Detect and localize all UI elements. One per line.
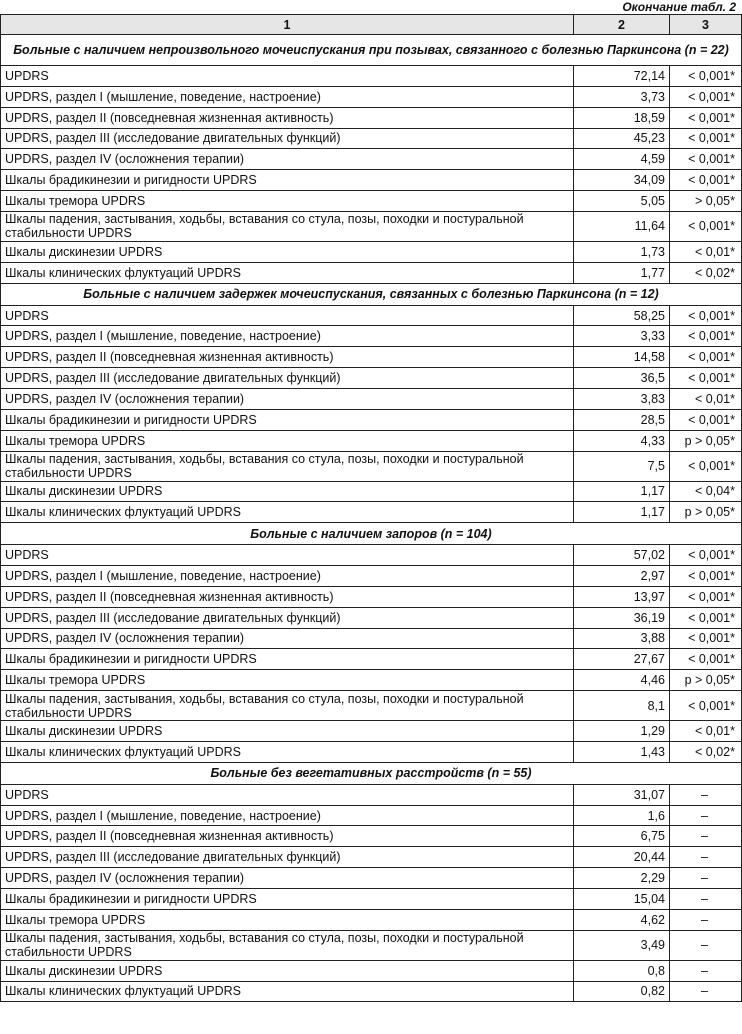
p-value-cell: < 0,001* <box>670 211 742 241</box>
scale-name-cell: Шкалы падения, застывания, ходьбы, вставания со стула, позы, походки и постуральной стабильности UPDRS <box>1 451 574 481</box>
table-row <box>1 545 742 566</box>
p-value-cell: < 0,001* <box>670 107 742 128</box>
column-header-2: 2 <box>574 15 670 35</box>
p-value-cell: – <box>670 930 742 960</box>
p-value-cell: < 0,001* <box>670 451 742 481</box>
scale-name-cell: UPDRS, раздел II (повседневная жизненная активность) <box>1 107 574 128</box>
value-cell: 1,73 <box>574 241 670 262</box>
p-value-cell: < 0,001* <box>670 368 742 389</box>
p-value-cell: > 0,05* <box>670 191 742 212</box>
table-row <box>1 981 742 1002</box>
table-row <box>1 566 742 587</box>
scale-name-cell: UPDRS, раздел I (мышление, поведение, настроение) <box>1 805 574 826</box>
table-row <box>1 670 742 691</box>
value-cell: 2,29 <box>574 868 670 889</box>
table-body <box>1 35 742 1002</box>
table-row <box>1 305 742 326</box>
table-row <box>1 451 742 481</box>
column-header-1: 1 <box>1 15 574 35</box>
table-row <box>1 107 742 128</box>
scale-name-cell: Шкалы тремора UPDRS <box>1 670 574 691</box>
scale-name-cell: UPDRS, раздел IV (осложнения терапии) <box>1 868 574 889</box>
p-value-cell: < 0,001* <box>670 409 742 430</box>
scale-name-cell: UPDRS <box>1 305 574 326</box>
value-cell: 1,77 <box>574 262 670 283</box>
scale-name-cell: UPDRS, раздел II (повседневная жизненная активность) <box>1 347 574 368</box>
p-value-cell: < 0,001* <box>670 347 742 368</box>
value-cell: 7,5 <box>574 451 670 481</box>
scale-name-cell: Шкалы тремора UPDRS <box>1 909 574 930</box>
value-cell: 1,29 <box>574 721 670 742</box>
p-value-cell: < 0,02* <box>670 741 742 762</box>
table-row <box>1 805 742 826</box>
scale-name-cell: Шкалы дискинезии UPDRS <box>1 721 574 742</box>
value-cell: 1,43 <box>574 741 670 762</box>
scale-name-cell: UPDRS, раздел II (повседневная жизненная активность) <box>1 826 574 847</box>
table-row <box>1 930 742 960</box>
scale-name-cell: UPDRS, раздел IV (осложнения терапии) <box>1 388 574 409</box>
p-value-cell: < 0,01* <box>670 388 742 409</box>
scale-name-cell: Шкалы падения, застывания, ходьбы, вставания со стула, позы, походки и постуральной стабильности UPDRS <box>1 211 574 241</box>
table-row <box>1 262 742 283</box>
table-row <box>1 347 742 368</box>
table-row <box>1 388 742 409</box>
table-row <box>1 481 742 502</box>
p-value-cell: p > 0,05* <box>670 502 742 523</box>
p-value-cell: – <box>670 805 742 826</box>
table-row <box>1 721 742 742</box>
table-row <box>1 128 742 149</box>
scale-name-cell: Шкалы дискинезии UPDRS <box>1 241 574 262</box>
scale-name-cell: Шкалы тремора UPDRS <box>1 430 574 451</box>
p-value-cell: < 0,001* <box>670 86 742 107</box>
value-cell: 13,97 <box>574 586 670 607</box>
table-row <box>1 691 742 721</box>
table-caption: Окончание табл. 2 <box>622 0 736 14</box>
table-row <box>1 649 742 670</box>
scale-name-cell: Шкалы дискинезии UPDRS <box>1 960 574 981</box>
value-cell: 3,83 <box>574 388 670 409</box>
scale-name-cell: Шкалы падения, застывания, ходьбы, вставания со стула, позы, походки и постуральной стабильности UPDRS <box>1 930 574 960</box>
scale-name-cell: Шкалы дискинезии UPDRS <box>1 481 574 502</box>
table-row <box>1 409 742 430</box>
scale-name-cell: UPDRS <box>1 784 574 805</box>
scale-name-cell: Шкалы клинических флуктуаций UPDRS <box>1 741 574 762</box>
p-value-cell: < 0,001* <box>670 566 742 587</box>
value-cell: 72,14 <box>574 66 670 87</box>
table-row <box>1 241 742 262</box>
value-cell: 58,25 <box>574 305 670 326</box>
value-cell: 0,8 <box>574 960 670 981</box>
value-cell: 3,33 <box>574 326 670 347</box>
value-cell: 45,23 <box>574 128 670 149</box>
scale-name-cell: UPDRS <box>1 545 574 566</box>
table-row <box>1 741 742 762</box>
section-header-row <box>1 762 742 784</box>
scale-name-cell: UPDRS, раздел I (мышление, поведение, настроение) <box>1 86 574 107</box>
p-value-cell: – <box>670 981 742 1002</box>
scale-name-cell: UPDRS, раздел III (исследование двигательных функций) <box>1 607 574 628</box>
value-cell: 3,49 <box>574 930 670 960</box>
p-value-cell: < 0,001* <box>670 607 742 628</box>
section-title: Больные с наличием задержек мочеиспускания, связанных с болезнью Паркинсона (n = 12) <box>1 283 742 305</box>
value-cell: 1,17 <box>574 502 670 523</box>
table-row <box>1 211 742 241</box>
scale-name-cell: UPDRS, раздел III (исследование двигательных функций) <box>1 368 574 389</box>
table-row <box>1 368 742 389</box>
value-cell: 36,5 <box>574 368 670 389</box>
p-value-cell: < 0,001* <box>670 691 742 721</box>
p-value-cell: < 0,001* <box>670 66 742 87</box>
table-row <box>1 149 742 170</box>
table-row <box>1 960 742 981</box>
scale-name-cell: Шкалы брадикинезии и ригидности UPDRS <box>1 889 574 910</box>
p-value-cell: – <box>670 909 742 930</box>
section-title: Больные без вегетативных расстройств (n = 55) <box>1 762 742 784</box>
p-value-cell: < 0,001* <box>670 305 742 326</box>
p-value-cell: p > 0,05* <box>670 430 742 451</box>
p-value-cell: < 0,001* <box>670 170 742 191</box>
table-row <box>1 586 742 607</box>
table-row <box>1 826 742 847</box>
p-value-cell: – <box>670 784 742 805</box>
scale-name-cell: UPDRS <box>1 66 574 87</box>
value-cell: 18,59 <box>574 107 670 128</box>
value-cell: 28,5 <box>574 409 670 430</box>
scale-name-cell: UPDRS, раздел III (исследование двигательных функций) <box>1 128 574 149</box>
section-header-row <box>1 35 742 66</box>
value-cell: 11,64 <box>574 211 670 241</box>
scale-name-cell: Шкалы падения, застывания, ходьбы, вставания со стула, позы, походки и постуральной стабильности UPDRS <box>1 691 574 721</box>
value-cell: 31,07 <box>574 784 670 805</box>
scale-name-cell: UPDRS, раздел II (повседневная жизненная активность) <box>1 586 574 607</box>
value-cell: 1,6 <box>574 805 670 826</box>
p-value-cell: < 0,001* <box>670 586 742 607</box>
scale-name-cell: Шкалы клинических флуктуаций UPDRS <box>1 981 574 1002</box>
p-value-cell: < 0,001* <box>670 326 742 347</box>
p-value-cell: < 0,001* <box>670 628 742 649</box>
p-value-cell: < 0,02* <box>670 262 742 283</box>
scale-name-cell: Шкалы брадикинезии и ригидности UPDRS <box>1 170 574 191</box>
scale-name-cell: UPDRS, раздел IV (осложнения терапии) <box>1 628 574 649</box>
scale-name-cell: Шкалы тремора UPDRS <box>1 191 574 212</box>
table-row <box>1 628 742 649</box>
value-cell: 2,97 <box>574 566 670 587</box>
p-value-cell: < 0,04* <box>670 481 742 502</box>
p-value-cell: p > 0,05* <box>670 670 742 691</box>
scale-name-cell: Шкалы брадикинезии и ригидности UPDRS <box>1 649 574 670</box>
value-cell: 4,62 <box>574 909 670 930</box>
table-row <box>1 889 742 910</box>
p-value-cell: – <box>670 960 742 981</box>
p-value-cell: < 0,001* <box>670 149 742 170</box>
value-cell: 0,82 <box>574 981 670 1002</box>
table-row <box>1 430 742 451</box>
table-row <box>1 502 742 523</box>
section-title: Больные с наличием непроизвольного мочеиспускания при позывах, связанного с болезнью Паркинсона (n = 22) <box>1 35 742 66</box>
p-value-cell: < 0,001* <box>670 649 742 670</box>
scale-name-cell: UPDRS, раздел I (мышление, поведение, настроение) <box>1 326 574 347</box>
p-value-cell: < 0,001* <box>670 128 742 149</box>
value-cell: 3,73 <box>574 86 670 107</box>
value-cell: 20,44 <box>574 847 670 868</box>
p-value-cell: – <box>670 889 742 910</box>
table-row <box>1 66 742 87</box>
value-cell: 14,58 <box>574 347 670 368</box>
value-cell: 4,46 <box>574 670 670 691</box>
p-value-cell: – <box>670 826 742 847</box>
table-row <box>1 784 742 805</box>
p-value-cell: < 0,001* <box>670 545 742 566</box>
header-row <box>1 15 742 35</box>
value-cell: 1,17 <box>574 481 670 502</box>
table-row <box>1 868 742 889</box>
p-value-cell: – <box>670 868 742 889</box>
scale-name-cell: Шкалы клинических флуктуаций UPDRS <box>1 502 574 523</box>
value-cell: 36,19 <box>574 607 670 628</box>
table-row <box>1 847 742 868</box>
value-cell: 6,75 <box>574 826 670 847</box>
scale-name-cell: Шкалы брадикинезии и ригидности UPDRS <box>1 409 574 430</box>
results-table <box>0 14 742 1002</box>
section-header-row <box>1 283 742 305</box>
value-cell: 27,67 <box>574 649 670 670</box>
table-row <box>1 191 742 212</box>
value-cell: 34,09 <box>574 170 670 191</box>
table-row <box>1 86 742 107</box>
value-cell: 57,02 <box>574 545 670 566</box>
value-cell: 4,59 <box>574 149 670 170</box>
value-cell: 5,05 <box>574 191 670 212</box>
value-cell: 3,88 <box>574 628 670 649</box>
value-cell: 15,04 <box>574 889 670 910</box>
value-cell: 4,33 <box>574 430 670 451</box>
scale-name-cell: UPDRS, раздел IV (осложнения терапии) <box>1 149 574 170</box>
column-header-3: 3 <box>670 15 742 35</box>
table-row <box>1 909 742 930</box>
scale-name-cell: Шкалы клинических флуктуаций UPDRS <box>1 262 574 283</box>
table-row <box>1 170 742 191</box>
value-cell: 8,1 <box>574 691 670 721</box>
table-row <box>1 607 742 628</box>
p-value-cell: < 0,01* <box>670 721 742 742</box>
scale-name-cell: UPDRS, раздел III (исследование двигательных функций) <box>1 847 574 868</box>
section-header-row <box>1 523 742 545</box>
section-title: Больные с наличием запоров (n = 104) <box>1 523 742 545</box>
scale-name-cell: UPDRS, раздел I (мышление, поведение, настроение) <box>1 566 574 587</box>
p-value-cell: – <box>670 847 742 868</box>
table-row <box>1 326 742 347</box>
p-value-cell: < 0,01* <box>670 241 742 262</box>
